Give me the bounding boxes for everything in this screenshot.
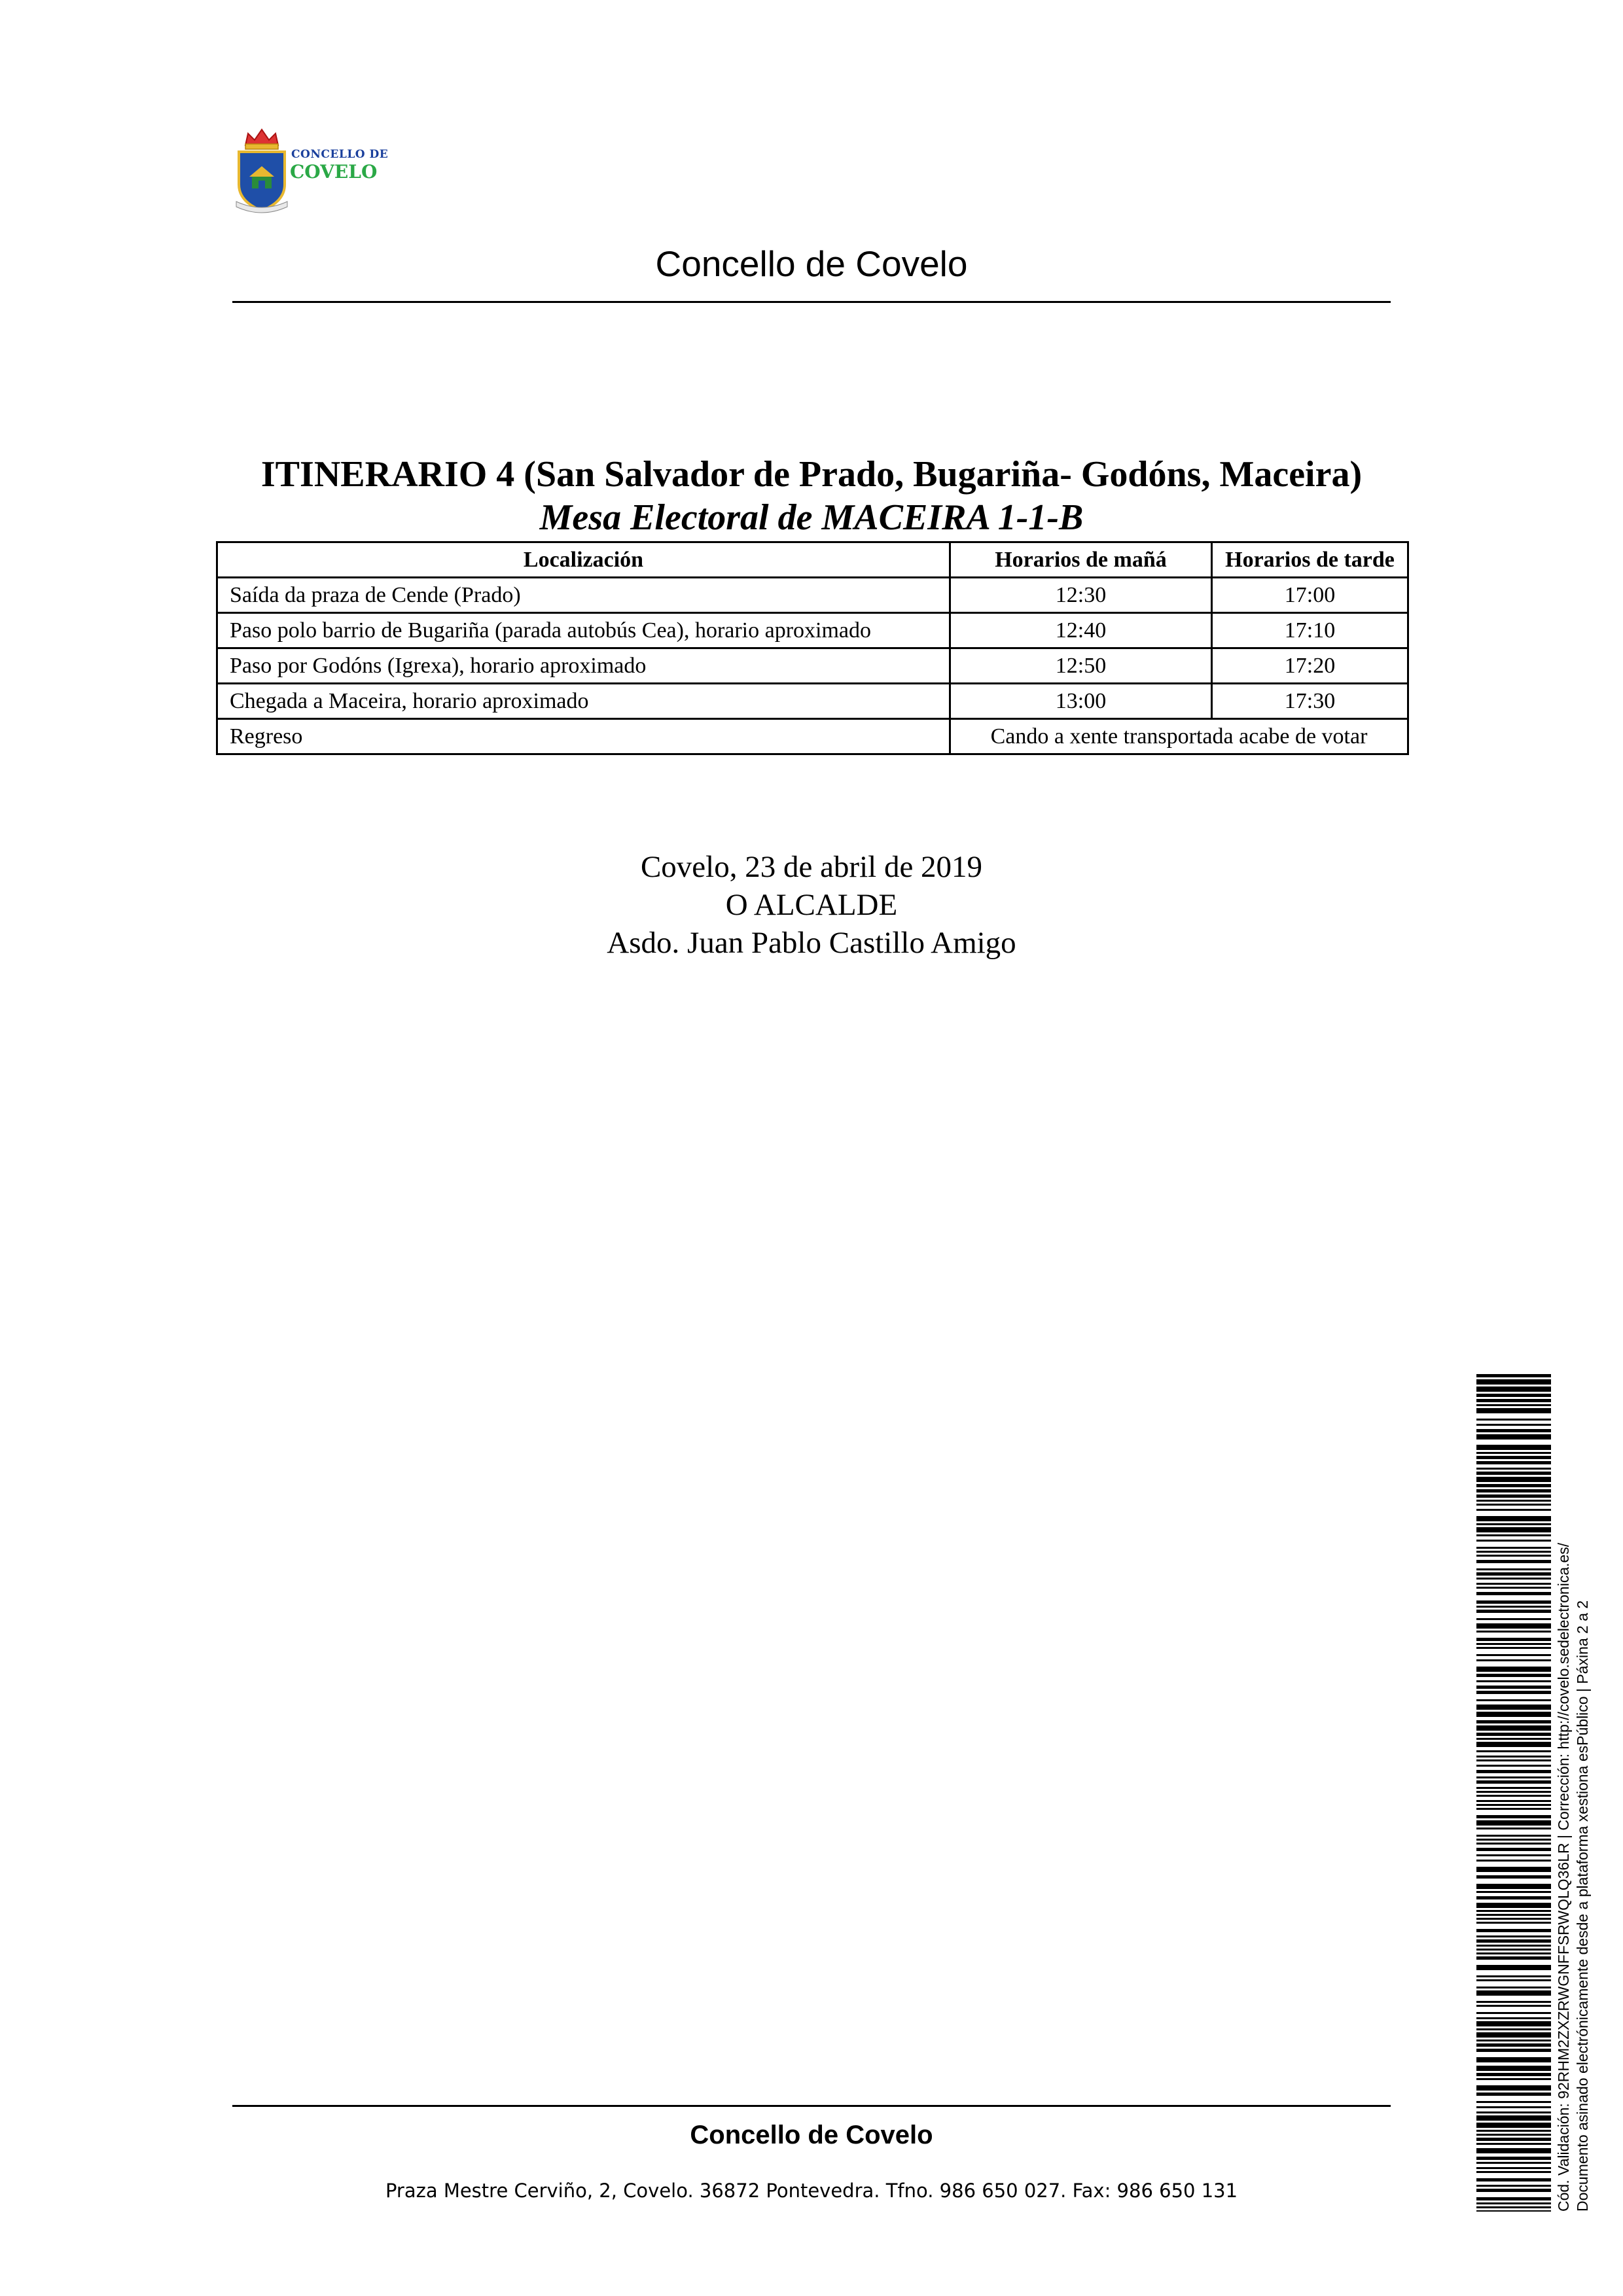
barcode-bar <box>1476 1572 1551 1576</box>
barcode-bar <box>1476 1555 1551 1557</box>
footer-divider <box>232 2105 1391 2107</box>
document-subtitle: Mesa Electoral de MACEIRA 1-1-B <box>539 497 1084 538</box>
barcode-bar <box>1476 1979 1551 1981</box>
barcode-bar <box>1476 1854 1551 1856</box>
table-header-row <box>217 542 1408 578</box>
barcode-bar <box>1476 1787 1551 1789</box>
barcode-bar <box>1476 2005 1551 2007</box>
barcode-bar <box>1476 2171 1551 2173</box>
barcode-bar <box>1476 2111 1551 2113</box>
barcode-bar <box>1476 2017 1551 2019</box>
barcode-bar <box>1476 1429 1551 1432</box>
barcode-bar <box>1476 1504 1551 1506</box>
barcode-bar <box>1476 1860 1551 1862</box>
cell-afternoon: 17:20 <box>1212 648 1408 684</box>
barcode-bar <box>1476 1725 1551 1731</box>
barcode-bar <box>1476 1945 1551 1947</box>
barcode-bar <box>1476 1843 1551 1845</box>
barcode-bar <box>1476 1523 1551 1525</box>
barcode-bar <box>1476 1820 1551 1826</box>
barcode-bar <box>1476 1509 1551 1511</box>
barcode-bar <box>1476 1776 1551 1778</box>
barcode-bar <box>1476 1914 1551 1916</box>
barcode-bar <box>1476 1929 1551 1932</box>
barcode-bar <box>1476 1424 1551 1426</box>
barcode-bar <box>1476 1896 1551 1899</box>
barcode-bar <box>1476 1839 1551 1841</box>
barcode-bar <box>1476 2115 1551 2121</box>
barcode-bar <box>1476 1987 1551 1988</box>
barcode-bar <box>1476 2206 1551 2208</box>
barcode-bar <box>1476 2197 1551 2200</box>
barcode-bar <box>1476 1592 1551 1595</box>
barcode-bar <box>1476 1704 1551 1710</box>
barcode-bar <box>1476 1638 1551 1641</box>
barcode-bar <box>1476 1547 1551 1549</box>
barcode-bar <box>1476 2167 1551 2169</box>
barcode-bar <box>1476 1808 1551 1810</box>
barcode-bar <box>1476 1618 1551 1620</box>
barcode-bar <box>1476 2202 1551 2204</box>
barcode-bar <box>1476 1759 1551 1761</box>
barcode-bar <box>1476 2143 1551 2145</box>
barcode-bar <box>1476 2012 1551 2014</box>
barcode-bar <box>1476 2073 1551 2076</box>
cell-afternoon: 17:00 <box>1212 578 1408 613</box>
barcode-bar <box>1476 1551 1551 1553</box>
barcode-bar <box>1476 1534 1551 1536</box>
cell-afternoon: 17:10 <box>1212 613 1408 648</box>
barcode-bar <box>1476 2078 1551 2080</box>
barcode-bar <box>1476 1610 1551 1613</box>
barcode-bar <box>1476 1910 1551 1912</box>
barcode-bar <box>1476 1606 1551 1608</box>
barcode-bar <box>1476 1477 1551 1482</box>
barcode-bar <box>1476 2001 1551 2003</box>
barcode-bar <box>1476 2138 1551 2141</box>
barcode-bar <box>1476 1489 1551 1492</box>
barcode-bar <box>1476 2185 1551 2187</box>
barcode-bar <box>1476 2130 1551 2132</box>
barcode-bar <box>1476 1631 1551 1633</box>
barcode-bar <box>1476 2106 1551 2108</box>
barcode-bar <box>1476 1918 1551 1920</box>
barcode-bar <box>1476 2101 1551 2103</box>
barcode-bar <box>1476 2178 1551 2181</box>
barcode-bar <box>1476 1738 1551 1740</box>
barcode-bar <box>1476 2148 1551 2153</box>
table-row <box>217 648 1408 684</box>
barcode-bar <box>1476 1374 1551 1377</box>
barcode-bar <box>1476 1699 1551 1701</box>
barcode-bar <box>1476 1756 1551 1757</box>
header-divider <box>232 301 1391 303</box>
barcode-bar <box>1476 2189 1551 2192</box>
barcode-bar <box>1476 1956 1551 1960</box>
barcode-bar <box>1476 2134 1551 2136</box>
header-title: Concello de Covelo <box>655 243 968 284</box>
place-date: Covelo, 23 de abril de 2019 <box>640 850 983 884</box>
closing-block <box>223 848 1400 962</box>
barcode-bar <box>1476 1472 1551 1475</box>
barcode-bar <box>1476 1891 1551 1893</box>
cell-location: Paso polo barrio de Bugariña (parada autobús Cea), horario aproximado <box>217 613 950 648</box>
barcode-bar <box>1476 1527 1551 1532</box>
header-location: Localización <box>217 542 950 578</box>
validation-barcode <box>1476 1374 1551 2212</box>
document-title: ITINERARIO 4 (San Salvador de Prado, Bugariña- Godóns, Maceira) <box>260 454 1363 495</box>
barcode-bar <box>1476 1765 1551 1767</box>
barcode-bar <box>1476 1540 1551 1542</box>
table-row <box>217 578 1408 613</box>
barcode-bar <box>1476 1939 1551 1943</box>
barcode-bar <box>1476 1494 1551 1498</box>
cell-afternoon: 17:30 <box>1212 684 1408 719</box>
barcode-bar <box>1476 1386 1551 1392</box>
barcode-bar <box>1476 2162 1551 2164</box>
signer-role: O ALCALDE <box>725 888 898 922</box>
barcode-bar <box>1476 1800 1551 1802</box>
barcode-bar <box>1476 1643 1551 1645</box>
cell-location: Chegada a Maceira, horario aproximado <box>217 684 950 719</box>
barcode-bar <box>1476 2085 1551 2091</box>
barcode-bar <box>1476 1667 1551 1672</box>
barcode-bar <box>1476 1456 1551 1459</box>
barcode-bar <box>1476 1691 1551 1694</box>
barcode-bar <box>1476 1875 1551 1879</box>
barcode-bar <box>1476 1560 1551 1563</box>
barcode-bar <box>1476 1903 1551 1908</box>
barcode-bar <box>1476 1795 1551 1797</box>
barcode-bar <box>1476 1578 1551 1580</box>
barcode-bar <box>1476 2043 1551 2047</box>
barcode-bar <box>1476 1500 1551 1502</box>
barcode-bar <box>1476 1468 1551 1470</box>
barcode-bar <box>1476 1419 1551 1421</box>
barcode-bar <box>1476 2040 1551 2041</box>
barcode-bar <box>1476 1867 1551 1872</box>
barcode-bar <box>1476 1733 1551 1736</box>
header-afternoon: Horarios de tarde <box>1212 542 1408 578</box>
barcode-bar <box>1476 1686 1551 1689</box>
header-morning: Horarios de mañá <box>950 542 1212 578</box>
cell-location: Paso por Godóns (Igrexa), horario aproximado <box>217 648 950 684</box>
barcode-bar <box>1476 1659 1551 1661</box>
barcode-bar <box>1476 1394 1551 1397</box>
logo-text-covelo: COVELO <box>290 161 378 183</box>
barcode-bar <box>1476 1680 1551 1682</box>
barcode-bar <box>1476 1750 1551 1752</box>
validation-line-2: Documento asinado electrónicamente desde a plataforma xestiona esPúblico | Páxina 2 a 2 <box>1574 1600 1591 2212</box>
barcode-bar <box>1476 2057 1551 2062</box>
barcode-bar <box>1476 1408 1551 1413</box>
barcode-bar <box>1476 1848 1551 1851</box>
validation-line-1: Cód. Validación: 92RHM2ZXZRWGNFFSRWQLQ36LR | Corrección: http://covelo.sedelectronica.es/ <box>1555 1542 1572 2212</box>
barcode-bar <box>1476 2049 1551 2052</box>
coat-of-arms-icon <box>232 124 291 216</box>
barcode-bar <box>1476 1770 1551 1773</box>
barcode-bar <box>1476 1884 1551 1889</box>
barcode-bar <box>1476 1935 1551 1937</box>
barcode-bar <box>1476 1975 1551 1977</box>
footer-address: Praza Mestre Cerviño, 2, Covelo. 36872 Pontevedra. Tfno. 986 650 027. Fax: 986 650 131 <box>385 2180 1238 2202</box>
barcode-bar <box>1476 1600 1551 1604</box>
barcode-bar <box>1476 1952 1551 1954</box>
barcode-bar <box>1476 1949 1551 1951</box>
barcode-bar <box>1476 1720 1551 1723</box>
barcode-bar <box>1476 1654 1551 1656</box>
barcode-bar <box>1476 1804 1551 1806</box>
barcode-bar <box>1476 1445 1551 1450</box>
barcode-bar <box>1476 1461 1551 1464</box>
validation-text <box>1554 1459 1592 2212</box>
barcode-bar <box>1476 1452 1551 1454</box>
municipal-logo <box>232 124 389 216</box>
barcode-bar <box>1476 2028 1551 2030</box>
cell-location: Regreso <box>217 719 950 754</box>
table-row <box>217 613 1408 648</box>
barcode-bar <box>1476 1791 1551 1793</box>
barcode-bar <box>1476 1835 1551 1837</box>
barcode-bar <box>1476 2157 1551 2160</box>
barcode-bar <box>1476 1379 1551 1385</box>
barcode-bar <box>1476 2032 1551 2038</box>
barcode-bar <box>1476 1404 1551 1406</box>
barcode-bar <box>1476 1712 1551 1717</box>
barcode-bar <box>1476 2123 1551 2128</box>
barcode-bar <box>1476 1828 1551 1829</box>
footer-title: Concello de Covelo <box>690 2121 933 2149</box>
cell-morning: 13:00 <box>950 684 1212 719</box>
barcode-bar <box>1476 2210 1551 2212</box>
cell-morning: 12:50 <box>950 648 1212 684</box>
barcode-bar <box>1476 1568 1551 1570</box>
cell-morning: 12:40 <box>950 613 1212 648</box>
signer-name: Asdo. Juan Pablo Castillo Amigo <box>607 926 1016 960</box>
barcode-bar <box>1476 1583 1551 1585</box>
cell-location: Saída da praza de Cende (Prado) <box>217 578 950 613</box>
barcode-bar <box>1476 1780 1551 1784</box>
table-row-return <box>217 719 1408 754</box>
barcode-bar <box>1476 1647 1551 1649</box>
barcode-bar <box>1476 1965 1551 1970</box>
barcode-bar <box>1476 1623 1551 1629</box>
barcode-bar <box>1476 1990 1551 1996</box>
barcode-bar <box>1476 2021 1551 2026</box>
barcode-bar <box>1476 2093 1551 2096</box>
barcode-bar <box>1476 1742 1551 1747</box>
cell-morning: 12:30 <box>950 578 1212 613</box>
table-row <box>217 684 1408 719</box>
barcode-bar <box>1476 1587 1551 1589</box>
barcode-bar <box>1476 1815 1551 1818</box>
barcode-bar <box>1476 1399 1551 1402</box>
cell-return-note: Cando a xente transportada acabe de votar <box>950 719 1408 754</box>
barcode-bar <box>1476 1922 1551 1924</box>
schedule-table <box>216 541 1409 755</box>
barcode-bar <box>1476 1516 1551 1521</box>
logo-text-concello: CONCELLO DE <box>291 148 389 161</box>
barcode-bar <box>1476 1434 1551 1439</box>
barcode-bar <box>1476 2066 1551 2071</box>
barcode-bar <box>1476 1484 1551 1487</box>
barcode-bar <box>1476 1674 1551 1677</box>
